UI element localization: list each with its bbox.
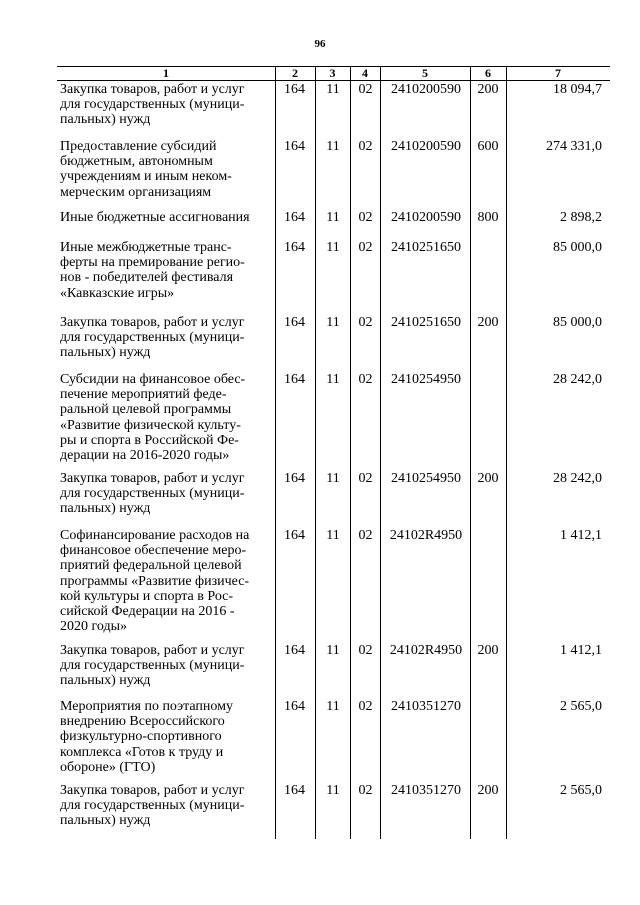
description-line: сийской Федерации на 2016 - (60, 604, 235, 620)
cell-ministry: 164 (284, 210, 305, 225)
description-line: Закупка товаров, работ и услуг (60, 82, 245, 97)
cell-amount: 28 242,0 (553, 471, 602, 486)
cell-amount: 2 565,0 (560, 783, 602, 798)
cell-subsection: 02 (358, 699, 373, 714)
cell-ministry: 164 (284, 372, 305, 387)
cell-target-article: 24102R4950 (389, 528, 463, 543)
cell-target-article: 2410200590 (391, 82, 461, 97)
row-description (60, 528, 272, 634)
cell-subsection: 02 (358, 643, 373, 658)
cell-expense-type: 200 (477, 783, 499, 798)
cell-ministry: 164 (284, 783, 305, 798)
description-line: приятий федеральной целевой (60, 558, 242, 574)
row-description (60, 315, 272, 361)
description-line: физкультурно-спортивного (60, 729, 222, 745)
description-line: для государственных (муници- (60, 330, 245, 346)
column-divider (275, 66, 276, 839)
cell-expense-type: 200 (477, 315, 499, 330)
description-line: учреждениям и иным неком- (60, 169, 232, 185)
cell-amount: 2 898,2 (560, 210, 602, 225)
cell-ministry: 164 (284, 315, 305, 330)
cell-expense-type: 200 (477, 82, 499, 97)
cell-target-article: 2410351270 (391, 699, 461, 714)
description-line: нов - победителей фестиваля (60, 270, 234, 286)
row-description (60, 372, 272, 463)
description-line: ферты на премирование регио- (60, 255, 245, 271)
cell-section: 11 (326, 315, 340, 330)
cell-section: 11 (326, 699, 340, 714)
cell-amount: 28 242,0 (553, 372, 602, 387)
description-line: 2020 годы» (60, 619, 128, 635)
cell-amount: 85 000,0 (553, 240, 602, 255)
cell-target-article: 2410251650 (391, 315, 461, 330)
row-description (60, 699, 272, 775)
description-line: ральной целевой программы (60, 402, 232, 418)
page-number: 96 (314, 38, 326, 50)
cell-section: 11 (326, 528, 340, 543)
description-line: программы «Развитие физичес- (60, 573, 250, 589)
description-line: «Развитие физической культу- (60, 417, 241, 433)
cell-target-article: 2410251650 (391, 240, 461, 255)
description-line: комплекса «Готов к труду и (60, 744, 224, 760)
description-line: пальных) нужд (60, 345, 151, 361)
header-col-7: 7 (555, 66, 561, 80)
cell-target-article: 2410200590 (391, 139, 461, 154)
cell-amount: 2 565,0 (560, 699, 602, 714)
column-divider (470, 66, 471, 839)
description-line: Иные межбюджетные транс- (60, 240, 232, 255)
description-line: для государственных (муници- (60, 97, 245, 113)
description-line: Закупка товаров, работ и услуг (60, 783, 245, 798)
header-col-5: 5 (422, 66, 428, 80)
description-line: бюджетным, автономным (60, 154, 213, 170)
description-line: Закупка товаров, работ и услуг (60, 315, 245, 330)
cell-section: 11 (326, 471, 340, 486)
cell-section: 11 (326, 372, 340, 387)
description-line: внедрению Всероссийского (60, 714, 225, 730)
description-line: Иные бюджетные ассигнования (60, 210, 250, 225)
description-line: ры и спорта в Российской Фе- (60, 432, 239, 448)
header-col-2: 2 (292, 66, 298, 80)
description-line: Предоставление субсидий (60, 139, 217, 154)
column-divider (506, 66, 507, 839)
description-line: для государственных (муници- (60, 798, 245, 814)
description-line: кой культуры и спорта в Рос- (60, 588, 234, 604)
header-col-4: 4 (362, 66, 368, 80)
column-divider (380, 66, 381, 839)
cell-amount: 85 000,0 (553, 315, 602, 330)
cell-expense-type: 800 (477, 210, 499, 225)
row-description (60, 643, 272, 689)
cell-target-article: 24102R4950 (389, 643, 463, 658)
row-description (60, 783, 272, 829)
column-divider (315, 66, 316, 839)
description-line: Закупка товаров, работ и услуг (60, 471, 245, 486)
cell-expense-type: 200 (477, 643, 499, 658)
cell-ministry: 164 (284, 240, 305, 255)
row-description (60, 82, 272, 128)
description-line: пальных) нужд (60, 501, 151, 517)
cell-ministry: 164 (284, 643, 305, 658)
header-col-3: 3 (329, 66, 336, 80)
cell-section: 11 (326, 139, 340, 154)
cell-amount: 1 412,1 (560, 643, 602, 658)
description-line: печение мероприятий феде- (60, 387, 227, 403)
description-line: финансовое обеспечение меро- (60, 543, 247, 559)
description-line: Закупка товаров, работ и услуг (60, 643, 245, 658)
cell-ministry: 164 (284, 699, 305, 714)
description-line: пальных) нужд (60, 813, 151, 829)
description-line: пальных) нужд (60, 112, 151, 128)
header-col-1: 1 (163, 66, 169, 80)
cell-subsection: 02 (358, 210, 373, 225)
cell-section: 11 (326, 210, 340, 225)
cell-ministry: 164 (284, 82, 305, 97)
cell-target-article: 2410254950 (391, 471, 461, 486)
description-line: для государственных (муници- (60, 658, 245, 674)
row-description (60, 240, 272, 301)
description-line: «Кавказские игры» (60, 285, 175, 301)
description-line: мерческим организациям (60, 184, 212, 200)
cell-subsection: 02 (358, 139, 373, 154)
cell-target-article: 2410254950 (391, 372, 461, 387)
cell-subsection: 02 (358, 471, 373, 486)
cell-ministry: 164 (284, 139, 305, 154)
cell-ministry: 164 (284, 471, 305, 486)
header-col-6: 6 (485, 66, 491, 80)
row-description (60, 210, 272, 225)
cell-section: 11 (326, 240, 340, 255)
cell-expense-type: 600 (477, 139, 499, 154)
cell-subsection: 02 (358, 240, 373, 255)
description-line: Софинансирование расходов на (60, 528, 250, 543)
column-divider (350, 66, 351, 839)
description-line: Субсидии на финансовое обес- (60, 372, 246, 387)
cell-section: 11 (326, 643, 340, 658)
description-line: обороне» (ГТО) (60, 759, 156, 775)
cell-expense-type: 200 (477, 471, 499, 486)
cell-subsection: 02 (358, 315, 373, 330)
cell-target-article: 2410200590 (391, 210, 461, 225)
cell-ministry: 164 (284, 528, 305, 543)
cell-target-article: 2410351270 (391, 783, 461, 798)
cell-amount: 274 331,0 (546, 139, 602, 154)
description-line: пальных) нужд (60, 673, 151, 689)
cell-section: 11 (326, 82, 340, 97)
row-description (60, 139, 272, 200)
description-line: Мероприятия по поэтапному (60, 699, 234, 714)
cell-subsection: 02 (358, 783, 373, 798)
cell-amount: 1 412,1 (560, 528, 602, 543)
cell-amount: 18 094,7 (553, 82, 602, 97)
row-description (60, 471, 272, 517)
cell-subsection: 02 (358, 528, 373, 543)
cell-section: 11 (326, 783, 340, 798)
header-bottom-line (57, 80, 610, 81)
description-line: для государственных (муници- (60, 486, 245, 502)
cell-subsection: 02 (358, 372, 373, 387)
cell-subsection: 02 (358, 82, 373, 97)
description-line: дерации на 2016-2020 годы» (60, 448, 230, 464)
